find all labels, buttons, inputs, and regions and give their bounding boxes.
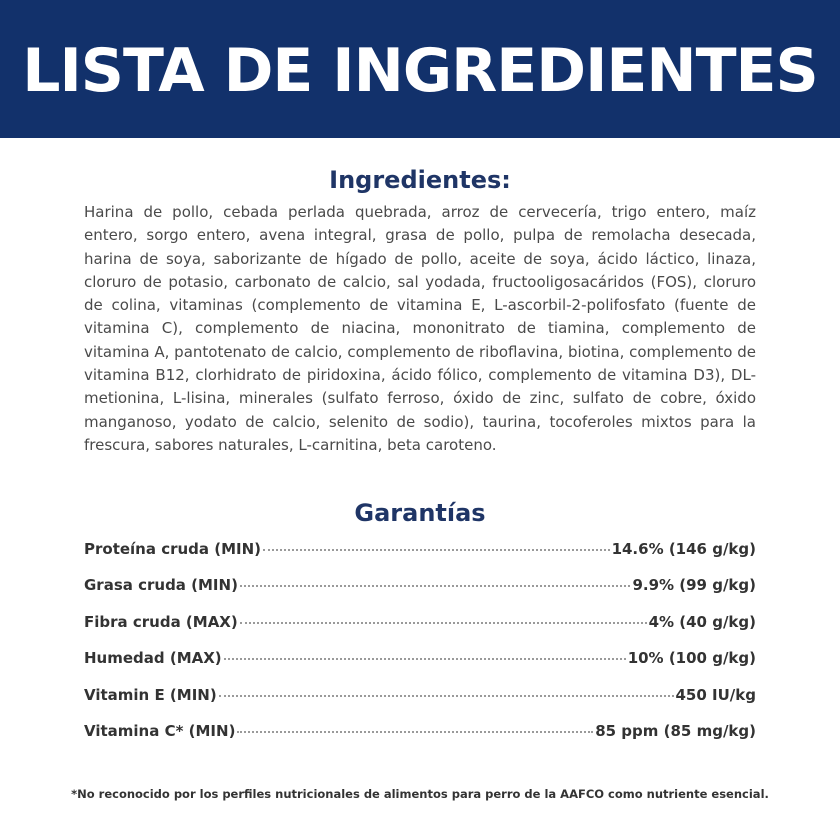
title-banner <box>0 0 840 138</box>
guarantee-row-protein <box>84 540 756 576</box>
dot-leader <box>237 731 593 733</box>
ingredients-heading: Ingredientes: <box>329 166 511 194</box>
guarantee-row-fiber <box>84 613 756 649</box>
guarantee-value: 10% (100 g/kg) <box>627 649 756 668</box>
guarantee-value: 14.6% (146 g/kg) <box>611 540 756 558</box>
guarantee-label: Vitamin E (MIN) <box>84 685 217 704</box>
guarantee-value: 450 IU/kg <box>675 685 756 704</box>
ingredients-list: Harina de pollo, cebada perlada quebrada, arroz de cervecería, trigo entero, maíz entero, sorgo entero, avena integral, grasa de pollo, pulpa de remolacha desecada, harina de soya, saborizante de hígado de pollo, aceite de soya, ácido láctico, linaza, cloruro de potasio, carbonato de calcio, sal yodada, fructooligosacáridos (FOS), cloruro de colina, vitaminas (complemento de vitamina E, L-ascorbil-2-polifosfato (fuente de vitamina C), complemento de niacina, mononitrato de tiamina, complemento de vitamina A, pantotenato de calcio, complemento de riboflavina, biotina, complemento de vitamina B12, clorhidrato de piridoxina, ácido fólico, complemento de vitamina D3), DL-metionina, L-lisina, minerales (sulfato ferroso, óxido de zinc, sulfato de cobre, óxido manganoso, yodato de calcio, selenito de sodio), taurina, tocoferoles mixtos para la frescura, sabores naturales, L-carnitina, beta caroteno. <box>84 203 756 454</box>
guarantee-value: 9.9% (99 g/kg) <box>632 576 756 595</box>
dot-leader <box>224 658 626 660</box>
guarantee-row-vitamin-c <box>84 722 756 758</box>
guarantee-value: 4% (40 g/kg) <box>648 612 756 631</box>
guarantee-value: 85 ppm (85 mg/kg) <box>595 721 756 740</box>
dot-leader <box>240 622 647 624</box>
guarantee-label: Proteína cruda (MIN) <box>84 540 262 558</box>
guarantees-table <box>84 540 756 758</box>
page-title: LISTA DE INGREDIENTES <box>22 36 818 106</box>
dot-leader <box>263 549 610 551</box>
dot-leader <box>240 585 631 587</box>
guarantee-row-fat <box>84 576 756 612</box>
footnote: *No reconocido por los perfiles nutricionales de alimentos para perro de la AAFCO como nutriente esencial. <box>71 787 769 801</box>
guarantee-row-moisture <box>84 649 756 685</box>
guarantee-label: Grasa cruda (MIN) <box>84 576 238 595</box>
dot-leader <box>219 695 674 697</box>
guarantee-label: Fibra cruda (MAX) <box>84 612 238 631</box>
guarantee-label: Vitamina C* (MIN) <box>84 721 236 740</box>
guarantee-row-vitamin-e <box>84 686 756 722</box>
guarantee-label: Humedad (MAX) <box>84 649 222 668</box>
guarantees-heading: Garantías <box>354 499 486 527</box>
